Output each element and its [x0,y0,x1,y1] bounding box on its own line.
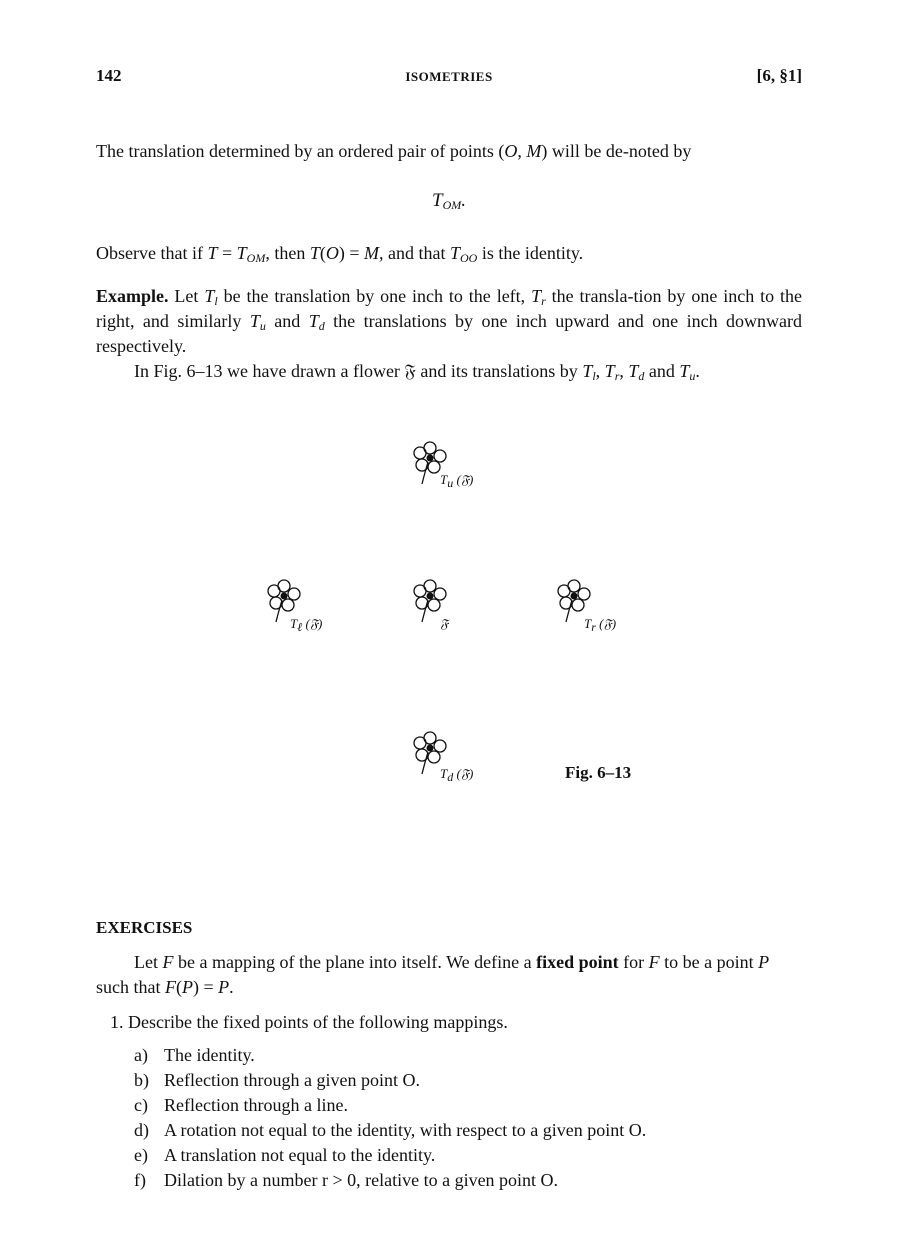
text-fragment: . [461,190,466,211]
text-fragment: and its translations by [415,361,583,381]
math-F: F [165,977,176,997]
text-fragment: the translations by one inch upward and one inch downward respectively. [96,311,803,356]
math-subscript: l [214,294,218,308]
math-T: T [207,243,218,263]
flower-translated-left [266,578,386,638]
text-fragment: , [619,361,629,381]
label-subscript: d [447,770,454,784]
math-T: T [249,311,260,331]
text-fragment: and [644,361,680,381]
label-argument: (𝔉) [302,616,323,631]
item-text: Dilation by a number r > 0, relative to a given point O. [164,1170,559,1190]
text-fragment: to be a point [659,952,759,972]
text-fragment: = [217,243,237,263]
math-T: T [582,361,593,381]
text-fragment: ( [176,977,182,997]
math-P: P [182,977,193,997]
list-item [134,1168,646,1193]
flower-label [440,766,473,782]
text-fragment: ) = [338,243,364,263]
exercises-heading: EXERCISES [96,918,193,937]
text-fragment: , [517,141,527,161]
math-subscript: OM [246,251,266,265]
paragraph-observe [96,241,802,266]
item-text: The identity. [164,1045,255,1065]
label-T: T [440,472,448,487]
math-T: T [204,286,215,306]
flower-label [290,616,322,632]
label-subscript: ℓ [297,620,303,634]
paragraph-fixed-point-definition [96,950,802,1000]
label-fraktur-F: 𝔉 [440,616,449,631]
list-item [134,1068,646,1093]
label-argument: (𝔉) [453,766,474,781]
flower-label [440,472,473,488]
item-letter: e) [134,1145,148,1165]
text-fragment: . [695,361,700,381]
paragraph-figure-intro [96,359,802,384]
text-fragment: ( [319,243,326,263]
text-fragment: Let [134,952,163,972]
math-subscript: r [614,369,620,383]
item-text: Reflection through a given point O. [164,1070,420,1090]
math-T: T [449,243,460,263]
text-fragment: ) = [193,977,219,997]
label-T: T [290,616,298,631]
math-F: F [648,952,660,972]
math-O: O [325,243,339,263]
math-T: T [604,361,615,381]
math-O: O [504,141,518,161]
text-fragment: is the identity. [477,243,584,263]
text-fragment: In Fig. 6–13 we have drawn a flower [134,361,405,381]
text-fragment: , and that [379,243,450,263]
text-fragment: and [265,311,309,331]
math-P: P [218,977,230,997]
math-subscript: d [638,369,645,383]
math-subscript: d [318,319,325,333]
display-formula [96,190,802,212]
item-letter: d) [134,1120,149,1140]
math-F: F [162,952,174,972]
math-T: T [432,190,443,211]
text-fragment: the transla-tion by one inch to the right, and similarly [96,286,802,331]
list-item [134,1043,646,1068]
item-letter: b) [134,1070,149,1090]
running-head [96,66,802,88]
text-fragment: . [229,977,234,997]
math-subscript: u [259,319,266,333]
list-item [134,1093,646,1118]
math-T: T [309,243,320,263]
label-argument: (𝔉) [595,616,617,631]
math-subscript: l [592,369,596,383]
label-subscript: u [447,476,454,490]
chapter-title: ISOMETRIES [405,69,493,84]
math-M: M [364,243,379,263]
list-item [134,1143,646,1168]
paragraph-example [96,284,802,359]
math-T: T [531,286,542,306]
page-number: 142 [96,66,122,85]
exercise-1-items [134,1043,646,1193]
text-fragment: , [595,361,605,381]
label-T: T [584,616,592,631]
item-letter: c) [134,1095,148,1115]
text-fragment: for [618,952,649,972]
example-label: Example. [96,286,169,306]
math-subscript: OO [460,251,478,265]
item-letter: a) [134,1045,148,1065]
text-fragment: , then [265,243,310,263]
math-T: T [236,243,247,263]
flower-label [440,616,448,632]
text-fragment: Observe that if [96,243,208,263]
math-T: T [628,361,639,381]
math-P: P [758,952,770,972]
label-argument: (𝔉) [453,472,474,487]
math-T: T [308,311,319,331]
math-T: T [679,361,690,381]
item-letter: f) [134,1170,146,1190]
text-fragment: Let [168,286,205,306]
label-T: T [440,766,448,781]
paragraph-translation-definition [96,139,802,164]
math-subscript: OM [442,198,462,212]
math-subscript: u [689,369,696,383]
flower-label [584,616,616,632]
item-text: A translation not equal to the identity. [164,1145,436,1165]
flower-original [412,578,492,638]
text-fragment: The translation determined by an ordered pair of points ( [96,141,505,161]
text-fragment: ) will be de-noted by [541,141,692,161]
math-M: M [526,141,542,161]
text-fragment: be the translation by one inch to the left, [217,286,532,306]
figure-6-13 [0,430,898,810]
text-fragment: such that [96,977,165,997]
exercise-1-prompt: 1. Describe the fixed points of the following mappings. [110,1012,508,1032]
math-subscript: r [541,294,546,308]
flower-translated-right [556,578,676,638]
item-text: Reflection through a line. [164,1095,348,1115]
flower-translated-down [412,730,532,790]
flower-translated-up [412,440,532,500]
math-fraktur-F: 𝔉 [404,361,416,381]
list-item [134,1118,646,1143]
section-reference: [6, §1] [756,66,802,85]
label-subscript: r [591,620,596,634]
figure-caption: Fig. 6–13 [565,763,632,782]
defined-term: fixed point [536,952,619,972]
text-fragment: be a mapping of the plane into itself. We define a [173,952,537,972]
item-text: A rotation not equal to the identity, with respect to a given point O. [164,1120,647,1140]
